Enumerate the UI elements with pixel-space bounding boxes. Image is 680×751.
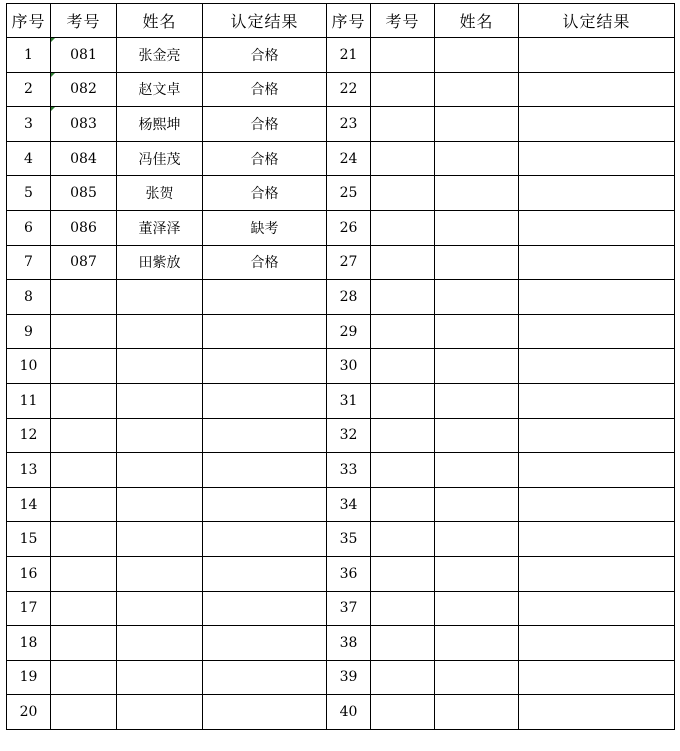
result-cell-right[interactable] <box>519 280 675 315</box>
exam-no-cell-left[interactable] <box>51 522 117 557</box>
table-row <box>7 245 675 280</box>
table-row <box>7 556 675 591</box>
result-cell-left[interactable] <box>203 660 327 695</box>
name-cell-left[interactable]: 赵文卓 <box>117 72 203 107</box>
name-cell-right[interactable] <box>435 418 519 453</box>
seq-cell-left[interactable]: 18 <box>7 626 51 661</box>
header-result-right: 认定结果 <box>519 4 675 38</box>
result-cell-right[interactable] <box>519 660 675 695</box>
result-cell-left[interactable] <box>203 280 327 315</box>
exam-no-cell-left[interactable] <box>51 418 117 453</box>
result-cell-left[interactable] <box>203 314 327 349</box>
name-cell-left[interactable] <box>117 314 203 349</box>
name-cell-left[interactable]: 田紫放 <box>117 245 203 280</box>
seq-cell-left[interactable]: 11 <box>7 383 51 418</box>
seq-cell-right[interactable]: 29 <box>327 314 371 349</box>
seq-cell-right[interactable]: 39 <box>327 660 371 695</box>
result-cell-right[interactable] <box>519 695 675 730</box>
table-row <box>7 626 675 661</box>
seq-cell-left[interactable]: 13 <box>7 453 51 488</box>
exam-no-cell-right[interactable] <box>371 72 435 107</box>
seq-cell-right[interactable]: 38 <box>327 626 371 661</box>
table-row <box>7 695 675 730</box>
exam-no-cell-right[interactable] <box>371 487 435 522</box>
table-row <box>7 72 675 107</box>
seq-cell-right[interactable]: 24 <box>327 141 371 176</box>
table-row <box>7 591 675 626</box>
exam-no-cell-right[interactable] <box>371 695 435 730</box>
exam-no-cell-left[interactable]: 081 <box>51 38 117 73</box>
result-cell-right[interactable] <box>519 487 675 522</box>
seq-cell-left[interactable]: 6 <box>7 210 51 245</box>
result-cell-right[interactable] <box>519 176 675 211</box>
result-cell-right[interactable] <box>519 556 675 591</box>
exam-no-cell-right[interactable] <box>371 245 435 280</box>
name-cell-right[interactable] <box>435 556 519 591</box>
exam-no-cell-left[interactable]: 084 <box>51 141 117 176</box>
table-row <box>7 453 675 488</box>
header-name-left: 姓名 <box>117 4 203 38</box>
exam-no-cell-right[interactable] <box>371 141 435 176</box>
result-cell-right[interactable] <box>519 210 675 245</box>
result-cell-left[interactable]: 合格 <box>203 176 327 211</box>
seq-cell-left[interactable]: 9 <box>7 314 51 349</box>
header-exam-no-left: 考号 <box>51 4 117 38</box>
name-cell-left[interactable] <box>117 418 203 453</box>
seq-cell-left[interactable]: 15 <box>7 522 51 557</box>
result-cell-left[interactable] <box>203 453 327 488</box>
seq-cell-right[interactable]: 21 <box>327 38 371 73</box>
exam-no-cell-left[interactable] <box>51 626 117 661</box>
exam-no-cell-right[interactable] <box>371 38 435 73</box>
result-cell-right[interactable] <box>519 141 675 176</box>
name-cell-right[interactable] <box>435 72 519 107</box>
exam-no-cell-right[interactable] <box>371 660 435 695</box>
name-cell-left[interactable]: 冯佳茂 <box>117 141 203 176</box>
name-cell-left[interactable]: 杨熙坤 <box>117 107 203 142</box>
name-cell-right[interactable] <box>435 453 519 488</box>
name-cell-right[interactable] <box>435 383 519 418</box>
result-cell-right[interactable] <box>519 418 675 453</box>
seq-cell-right[interactable]: 26 <box>327 210 371 245</box>
result-cell-left[interactable]: 合格 <box>203 38 327 73</box>
exam-no-cell-right[interactable] <box>371 280 435 315</box>
seq-cell-right[interactable]: 31 <box>327 383 371 418</box>
exam-no-cell-right[interactable] <box>371 107 435 142</box>
exam-no-cell-right[interactable] <box>371 522 435 557</box>
seq-cell-left[interactable]: 4 <box>7 141 51 176</box>
result-cell-right[interactable] <box>519 626 675 661</box>
result-cell-left[interactable]: 合格 <box>203 245 327 280</box>
result-cell-left[interactable] <box>203 487 327 522</box>
name-cell-left[interactable]: 董泽泽 <box>117 210 203 245</box>
name-cell-left[interactable]: 张金亮 <box>117 38 203 73</box>
seq-cell-left[interactable]: 8 <box>7 280 51 315</box>
seq-cell-left[interactable]: 5 <box>7 176 51 211</box>
exam-no-cell-right[interactable] <box>371 383 435 418</box>
seq-cell-left[interactable]: 2 <box>7 72 51 107</box>
name-cell-left[interactable] <box>117 695 203 730</box>
results-table <box>6 3 675 730</box>
result-cell-right[interactable] <box>519 453 675 488</box>
result-cell-right[interactable] <box>519 591 675 626</box>
exam-no-cell-right[interactable] <box>371 591 435 626</box>
result-cell-right[interactable] <box>519 245 675 280</box>
name-cell-right[interactable] <box>435 349 519 384</box>
result-cell-left[interactable] <box>203 383 327 418</box>
result-cell-left[interactable] <box>203 626 327 661</box>
exam-no-cell-right[interactable] <box>371 556 435 591</box>
name-cell-right[interactable] <box>435 591 519 626</box>
name-cell-left[interactable] <box>117 383 203 418</box>
name-cell-right[interactable] <box>435 210 519 245</box>
exam-no-cell-left[interactable]: 086 <box>51 210 117 245</box>
name-cell-left[interactable] <box>117 626 203 661</box>
header-name-right: 姓名 <box>435 4 519 38</box>
name-cell-right[interactable] <box>435 38 519 73</box>
table-row <box>7 141 675 176</box>
result-cell-right[interactable] <box>519 38 675 73</box>
exam-no-cell-left[interactable] <box>51 660 117 695</box>
name-cell-left[interactable]: 张贺 <box>117 176 203 211</box>
seq-cell-right[interactable]: 23 <box>327 107 371 142</box>
result-cell-left[interactable] <box>203 695 327 730</box>
result-cell-left[interactable] <box>203 591 327 626</box>
result-cell-right[interactable] <box>519 314 675 349</box>
name-cell-right[interactable] <box>435 660 519 695</box>
seq-cell-left[interactable]: 10 <box>7 349 51 384</box>
exam-no-cell-left[interactable] <box>51 591 117 626</box>
exam-no-cell-right[interactable] <box>371 349 435 384</box>
exam-no-cell-right[interactable] <box>371 626 435 661</box>
table-row <box>7 349 675 384</box>
exam-no-cell-right[interactable] <box>371 176 435 211</box>
name-cell-left[interactable] <box>117 453 203 488</box>
seq-cell-left[interactable]: 20 <box>7 695 51 730</box>
table-row <box>7 383 675 418</box>
seq-cell-left[interactable]: 1 <box>7 38 51 73</box>
table-row <box>7 38 675 73</box>
result-cell-right[interactable] <box>519 72 675 107</box>
name-cell-right[interactable] <box>435 245 519 280</box>
result-cell-left[interactable] <box>203 418 327 453</box>
name-cell-right[interactable] <box>435 487 519 522</box>
exam-no-cell-right[interactable] <box>371 210 435 245</box>
seq-cell-left[interactable]: 14 <box>7 487 51 522</box>
exam-no-cell-left[interactable] <box>51 695 117 730</box>
exam-no-cell-left[interactable] <box>51 453 117 488</box>
table-row <box>7 210 675 245</box>
seq-cell-right[interactable]: 27 <box>327 245 371 280</box>
seq-cell-right[interactable]: 33 <box>327 453 371 488</box>
exam-no-cell-right[interactable] <box>371 453 435 488</box>
seq-cell-left[interactable]: 19 <box>7 660 51 695</box>
exam-no-cell-left[interactable] <box>51 487 117 522</box>
name-cell-right[interactable] <box>435 522 519 557</box>
name-cell-right[interactable] <box>435 280 519 315</box>
seq-cell-left[interactable]: 7 <box>7 245 51 280</box>
name-cell-left[interactable] <box>117 487 203 522</box>
exam-no-cell-right[interactable] <box>371 314 435 349</box>
exam-no-cell-left[interactable] <box>51 556 117 591</box>
name-cell-left[interactable] <box>117 556 203 591</box>
table-row <box>7 107 675 142</box>
name-cell-left[interactable] <box>117 522 203 557</box>
result-cell-left[interactable] <box>203 556 327 591</box>
seq-cell-right[interactable]: 35 <box>327 522 371 557</box>
name-cell-left[interactable] <box>117 349 203 384</box>
name-cell-left[interactable] <box>117 591 203 626</box>
header-seq-right: 序号 <box>327 4 371 38</box>
result-cell-left[interactable] <box>203 522 327 557</box>
result-cell-right[interactable] <box>519 349 675 384</box>
name-cell-right[interactable] <box>435 314 519 349</box>
name-cell-right[interactable] <box>435 141 519 176</box>
exam-no-cell-left[interactable]: 085 <box>51 176 117 211</box>
name-cell-right[interactable] <box>435 107 519 142</box>
seq-cell-right[interactable]: 22 <box>327 72 371 107</box>
header-row <box>7 4 675 38</box>
seq-cell-right[interactable]: 25 <box>327 176 371 211</box>
seq-cell-right[interactable]: 37 <box>327 591 371 626</box>
table-body <box>7 38 675 730</box>
seq-cell-left[interactable]: 16 <box>7 556 51 591</box>
exam-no-cell-left[interactable] <box>51 280 117 315</box>
table-row <box>7 418 675 453</box>
header-result-left: 认定结果 <box>203 4 327 38</box>
exam-no-cell-left[interactable] <box>51 314 117 349</box>
seq-cell-right[interactable]: 36 <box>327 556 371 591</box>
result-cell-left[interactable]: 合格 <box>203 107 327 142</box>
exam-no-cell-left[interactable]: 082 <box>51 72 117 107</box>
exam-no-cell-left[interactable] <box>51 383 117 418</box>
exam-no-cell-left[interactable]: 087 <box>51 245 117 280</box>
result-cell-right[interactable] <box>519 107 675 142</box>
name-cell-right[interactable] <box>435 626 519 661</box>
result-cell-left[interactable]: 缺考 <box>203 210 327 245</box>
seq-cell-left[interactable]: 12 <box>7 418 51 453</box>
result-cell-left[interactable]: 合格 <box>203 72 327 107</box>
seq-cell-left[interactable]: 17 <box>7 591 51 626</box>
result-cell-right[interactable] <box>519 383 675 418</box>
exam-no-cell-left[interactable]: 083 <box>51 107 117 142</box>
seq-cell-right[interactable]: 32 <box>327 418 371 453</box>
exam-no-cell-left[interactable] <box>51 349 117 384</box>
table-row <box>7 280 675 315</box>
seq-cell-right[interactable]: 34 <box>327 487 371 522</box>
table-row <box>7 487 675 522</box>
name-cell-left[interactable] <box>117 280 203 315</box>
name-cell-left[interactable] <box>117 660 203 695</box>
name-cell-right[interactable] <box>435 695 519 730</box>
exam-no-cell-right[interactable] <box>371 418 435 453</box>
seq-cell-right[interactable]: 40 <box>327 695 371 730</box>
seq-cell-right[interactable]: 28 <box>327 280 371 315</box>
name-cell-right[interactable] <box>435 176 519 211</box>
seq-cell-left[interactable]: 3 <box>7 107 51 142</box>
header-exam-no-right: 考号 <box>371 4 435 38</box>
table-row <box>7 314 675 349</box>
table-row <box>7 660 675 695</box>
result-cell-left[interactable] <box>203 349 327 384</box>
table-row <box>7 176 675 211</box>
result-cell-left[interactable]: 合格 <box>203 141 327 176</box>
result-cell-right[interactable] <box>519 522 675 557</box>
seq-cell-right[interactable]: 30 <box>327 349 371 384</box>
table-row <box>7 522 675 557</box>
header-seq-left: 序号 <box>7 4 51 38</box>
